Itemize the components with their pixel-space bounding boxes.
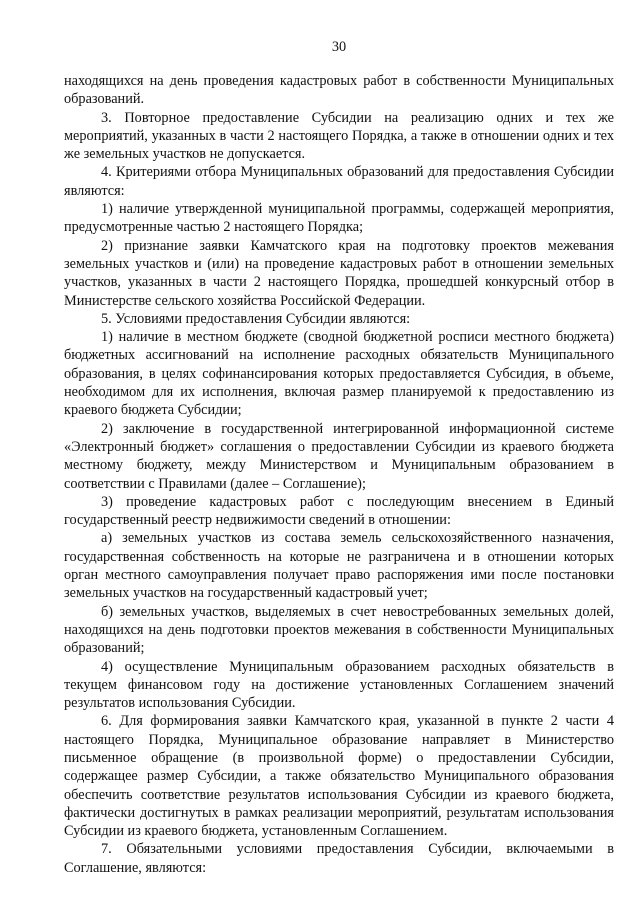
paragraph-continuation: находящихся на день проведения кадастровых работ в собственности Муниципальных образований. [64,73,614,108]
paragraph-5-item-4: 4) осуществление Муниципальным образованием расходных обязательств в текущем финансовом году на достижение установленных Соглашением значений результатов использования Субсидии. [64,658,614,712]
paragraph-5-item-2: 2) заключение в государственной интегрированной информационной системе «Электронный бюджет» соглашения о предоставлении Субсидии из краевого бюджета местному бюджету, между Министерством и Муниципальным образованием в соответствии с Правилами (далее – Соглашение); [64,420,614,492]
paragraph-5-item-3a: а) земельных участков из состава земель сельскохозяйственного назначения, государственная собственность на которые не разграничена и в отношении которых орган местного самоуправления получает право распоряжения ими после постановки земельных участков на государственный кадастровый учет; [64,530,614,602]
paragraph-5-item-3: 3) проведение кадастровых работ с последующим внесением в Единый государственный реестр недвижимости сведений в отношении: [64,493,614,529]
paragraph-4-item-2: 2) признание заявки Камчатского края на подготовку проектов межевания земельных участков и (или) на проведение кадастровых работ в отношении земельных участков, указанных в части 2 настоящего Порядка, прошедшей конкурсный отбор в Министерстве сельского хозяйства Российской Федерации. [64,237,614,309]
paragraph-4: 4. Критериями отбора Муниципальных образований для предоставления Субсидии являются: [64,164,614,199]
paragraph-5-item-1: 1) наличие в местном бюджете (сводной бюджетной росписи местного бюджета) бюджетных ассигнований на исполнение расходных обязательств Муниципального образования, в целях софинансирования которых предоставляется Субсидия, в объеме, необходимом для их исполнения, включая размер планируемой к предоставлению из краевого бюджета Субсидии; [64,329,614,419]
paragraph-4-item-1: 1) наличие утвержденной муниципальной программы, содержащей мероприятия, предусмотренные частью 2 настоящего Порядка; [64,201,614,236]
paragraph-7: 7. Обязательными условиями предоставления Субсидии, включаемыми в Соглашение, являются: [64,841,614,876]
page-number: 30 [331,39,347,55]
paragraph-6: 6. Для формирования заявки Камчатского края, указанной в пункте 2 части 4 настоящего Порядка, Муниципальное образование направляет в Министерство письменное обращение (в произвольной форме) о предоставлении Субсидии, содержащее размер Субсидии, а также обязательство Муниципального образования обеспечить соответствие результатов использования Субсидии из краевого бюджета, фактически достигнутых в рамках реализации мероприятий, результатам использования Субсидии из краевого бюджета, установленным Соглашением. [64,713,614,840]
paragraph-3: 3. Повторное предоставление Субсидии на реализацию одних и тех же мероприятий, указанных в части 2 настоящего Порядка, а также в отношении одних и тех же земельных участков не допускается. [64,109,614,163]
paragraph-5-item-3b: б) земельных участков, выделяемых в счет невостребованных земельных долей, находящихся на день подготовки проектов межевания в собственности Муниципальных образований; [64,603,614,657]
paragraph-5: 5. Условиями предоставления Субсидии являются: [101,310,411,327]
document-body [64,72,614,877]
